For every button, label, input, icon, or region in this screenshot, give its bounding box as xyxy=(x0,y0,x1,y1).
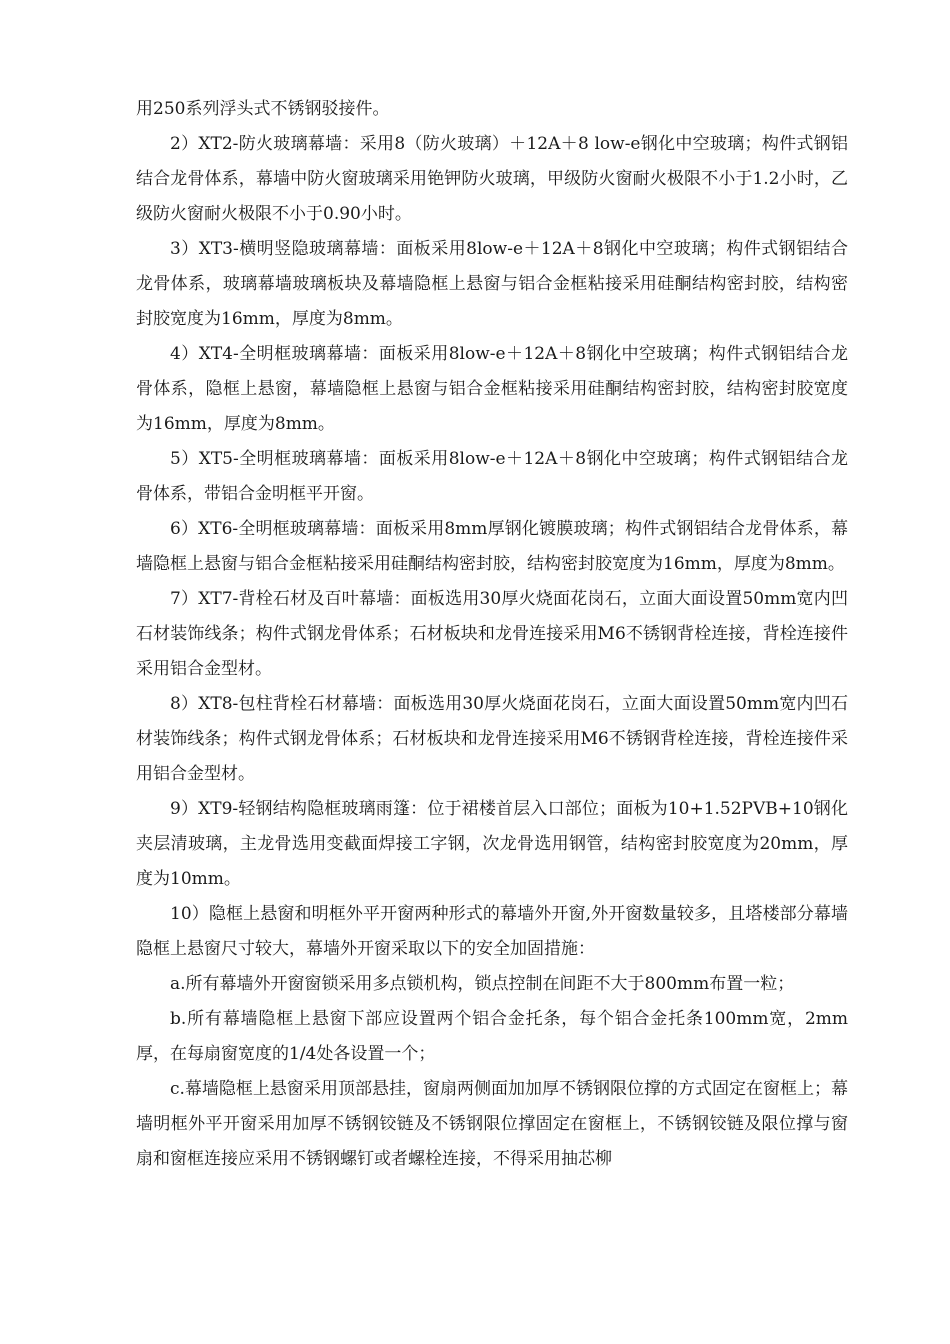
paragraph-xt6: 6）XT6-全明框玻璃幕墙：面板采用8mm厚钢化镀膜玻璃；构件式钢铝结合龙骨体系，幕墙隐框上悬窗与铝合金框粘接采用硅酮结构密封胶，结构密封胶宽度为16mm，厚度为8mm。 xyxy=(136,519,848,574)
paragraph-xt3: 3）XT3-横明竖隐玻璃幕墙：面板采用8low-e＋12A＋8钢化中空玻璃；构件式钢铝结合龙骨体系，玻璃幕墙玻璃板块及幕墙隐框上悬窗与铝合金框粘接采用硅酮结构密封胶，结构密封胶宽度为16mm，厚度为8mm。 xyxy=(136,239,848,329)
paragraph-measure-a: a.所有幕墙外开窗窗锁采用多点锁机构，锁点控制在间距不大于800mm布置一粒； xyxy=(170,974,795,994)
paragraph-xt4: 4）XT4-全明框玻璃幕墙：面板采用8low-e＋12A＋8钢化中空玻璃；构件式钢铝结合龙骨体系，隐框上悬窗，幕墙隐框上悬窗与铝合金框粘接采用硅酮结构密封胶，结构密封胶宽度为16mm，厚度为8mm。 xyxy=(136,344,848,434)
paragraph-xt5: 5）XT5-全明框玻璃幕墙：面板采用8low-e＋12A＋8钢化中空玻璃；构件式钢铝结合龙骨体系，带铝合金明框平开窗。 xyxy=(136,449,848,504)
paragraph-item-10: 10）隐框上悬窗和明框外平开窗两种形式的幕墙外开窗,外开窗数量较多，且塔楼部分幕墙隐框上悬窗尺寸较大，幕墙外开窗采取以下的安全加固措施： xyxy=(136,904,848,959)
paragraph-measure-c: c.幕墙隐框上悬窗采用顶部悬挂，窗扇两侧面加加厚不锈钢限位撑的方式固定在窗框上；幕墙明框外平开窗采用加厚不锈钢铰链及不锈钢限位撑固定在窗框上，不锈钢铰链及限位撑与窗扇和窗框连接应采用不锈钢螺钉或者螺栓连接，不得采用抽芯柳 xyxy=(136,1079,848,1169)
document-body xyxy=(136,92,848,1177)
paragraph-xt9: 9）XT9-轻钢结构隐框玻璃雨篷：位于裙楼首层入口部位；面板为10+1.52PVB+10钢化夹层清玻璃，主龙骨选用变截面焊接工字钢，次龙骨选用钢管，结构密封胶宽度为20mm，厚度为10mm。 xyxy=(136,799,848,889)
paragraph-xt2: 2）XT2-防火玻璃幕墙：采用8（防火玻璃）＋12A＋8 low-e钢化中空玻璃；构件式钢铝结合龙骨体系，幕墙中防火窗玻璃采用铯钾防火玻璃，甲级防火窗耐火极限不小于1.2小时，乙级防火窗耐火极限不小于0.90小时。 xyxy=(136,134,848,224)
paragraph-xt8: 8）XT8-包柱背栓石材幕墙：面板选用30厚火烧面花岗石，立面大面设置50mm宽内凹石材装饰线条；构件式钢龙骨体系；石材板块和龙骨连接采用M6不锈钢背栓连接，背栓连接件采用铝合金型材。 xyxy=(136,694,848,784)
paragraph-continuation: 用250系列浮头式不锈钢驳接件。 xyxy=(136,99,390,119)
paragraph-measure-b: b.所有幕墙隐框上悬窗下部应设置两个铝合金托条，每个铝合金托条100mm宽，2mm厚，在每扇窗宽度的1/4处各设置一个； xyxy=(136,1009,848,1064)
paragraph-xt7: 7）XT7-背栓石材及百叶幕墙：面板选用30厚火烧面花岗石，立面大面设置50mm宽内凹石材装饰线条；构件式钢龙骨体系；石材板块和龙骨连接采用M6不锈钢背栓连接，背栓连接件采用铝合金型材。 xyxy=(136,589,848,679)
